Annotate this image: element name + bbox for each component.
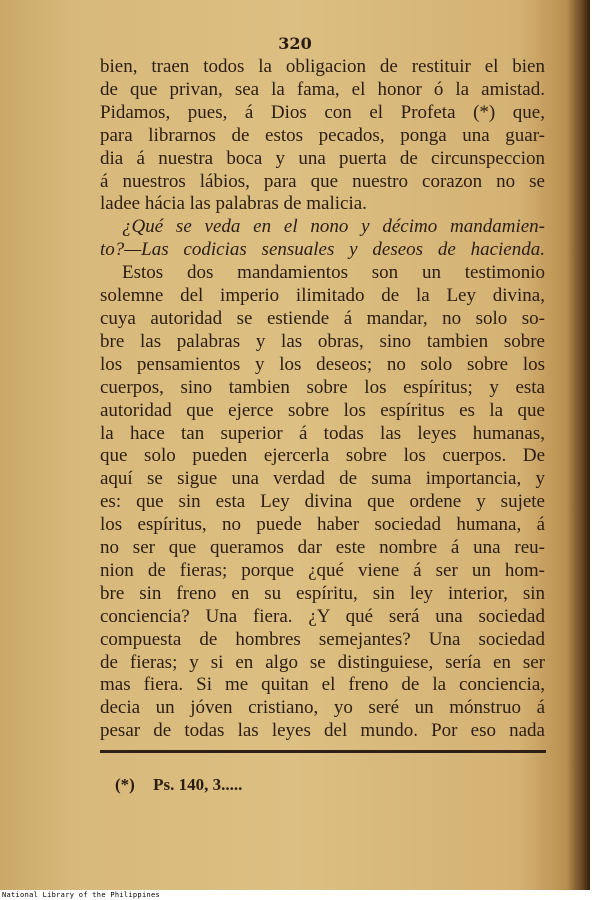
text-line: nion de fieras; porque ¿qué viene á ser un hom- bbox=[100, 559, 545, 581]
footnote bbox=[115, 775, 242, 795]
text-line: á nuestros lábios, para que nuestro corazon no se bbox=[100, 170, 545, 192]
text-line: autoridad que ejerce sobre los espíritus es la que bbox=[100, 399, 545, 421]
text-line: ¿Qué se veda en el nono y décimo mandamien- bbox=[122, 216, 545, 238]
text-line: no ser que queramos dar este nombre á una reu- bbox=[100, 537, 545, 559]
text-line: to?—Las codicias sensuales y deseos de hacienda. bbox=[100, 239, 545, 261]
text-line: solemne del imperio ilimitado de la Ley divina, bbox=[100, 285, 545, 307]
text-line: aquí se sigue una verdad de suma importancia, y bbox=[100, 468, 545, 490]
text-line: Pidamos, pues, á Dios con el Profeta (*) que, bbox=[100, 101, 545, 123]
page-number: 320 bbox=[278, 34, 312, 53]
text-line: los pensamientos y los deseos; no solo sobre los bbox=[100, 353, 545, 375]
text-line: de que privan, sea la fama, el honor ó la amistad. bbox=[100, 78, 545, 100]
footnote-marker: (*) bbox=[115, 775, 135, 794]
text-line: Estos dos mandamientos son un testimonio bbox=[122, 262, 545, 284]
text-line: pesar de todas las leyes del mundo. Por eso nada bbox=[100, 720, 545, 742]
text-line: bre las palabras y las obras, sino tambien sobre bbox=[100, 330, 545, 352]
text-line: dia á nuestra boca y una puerta de circunspeccion bbox=[100, 147, 545, 169]
text-line: es: que sin esta Ley divina que ordene y sujete bbox=[100, 491, 545, 513]
text-line: bien, traen todos la obligacion de restituir el bien bbox=[100, 56, 545, 77]
text-line: mas fiera. Si me quitan el freno de la conciencia, bbox=[100, 674, 545, 696]
text-line: que solo pueden ejercerla sobre los cuerpos. De bbox=[100, 445, 545, 467]
text-line: los espíritus, no puede haber sociedad humana, á bbox=[100, 514, 545, 536]
footnote-text: Ps. 140, 3..... bbox=[153, 775, 243, 794]
text-line: decia un jóven cristiano, yo seré un mónstruo á bbox=[100, 697, 545, 719]
text-line: la hace tan superior á todas las leyes humanas, bbox=[100, 422, 545, 444]
text-line: cuya autoridad se estiende á mandar, no solo so- bbox=[100, 307, 545, 329]
text-line: compuesta de hombres semejantes? Una sociedad bbox=[100, 628, 545, 650]
body-text bbox=[100, 56, 545, 743]
text-line: ladee hácia las palabras de malicia. bbox=[100, 193, 367, 215]
footnote-rule bbox=[100, 750, 546, 753]
library-attribution: National Library of the Philippines bbox=[2, 891, 161, 899]
text-line: bre sin freno en su espíritu, sin ley interior, sin bbox=[100, 582, 545, 604]
text-line: cuerpos, sino tambien sobre los espíritus; y esta bbox=[100, 376, 545, 398]
text-line: conciencia? Una fiera. ¿Y qué será una sociedad bbox=[100, 605, 545, 627]
text-line: para librarnos de estos pecados, ponga una guar- bbox=[100, 124, 545, 146]
text-line: de fieras; y si en algo se distinguiese, sería en ser bbox=[100, 651, 545, 673]
